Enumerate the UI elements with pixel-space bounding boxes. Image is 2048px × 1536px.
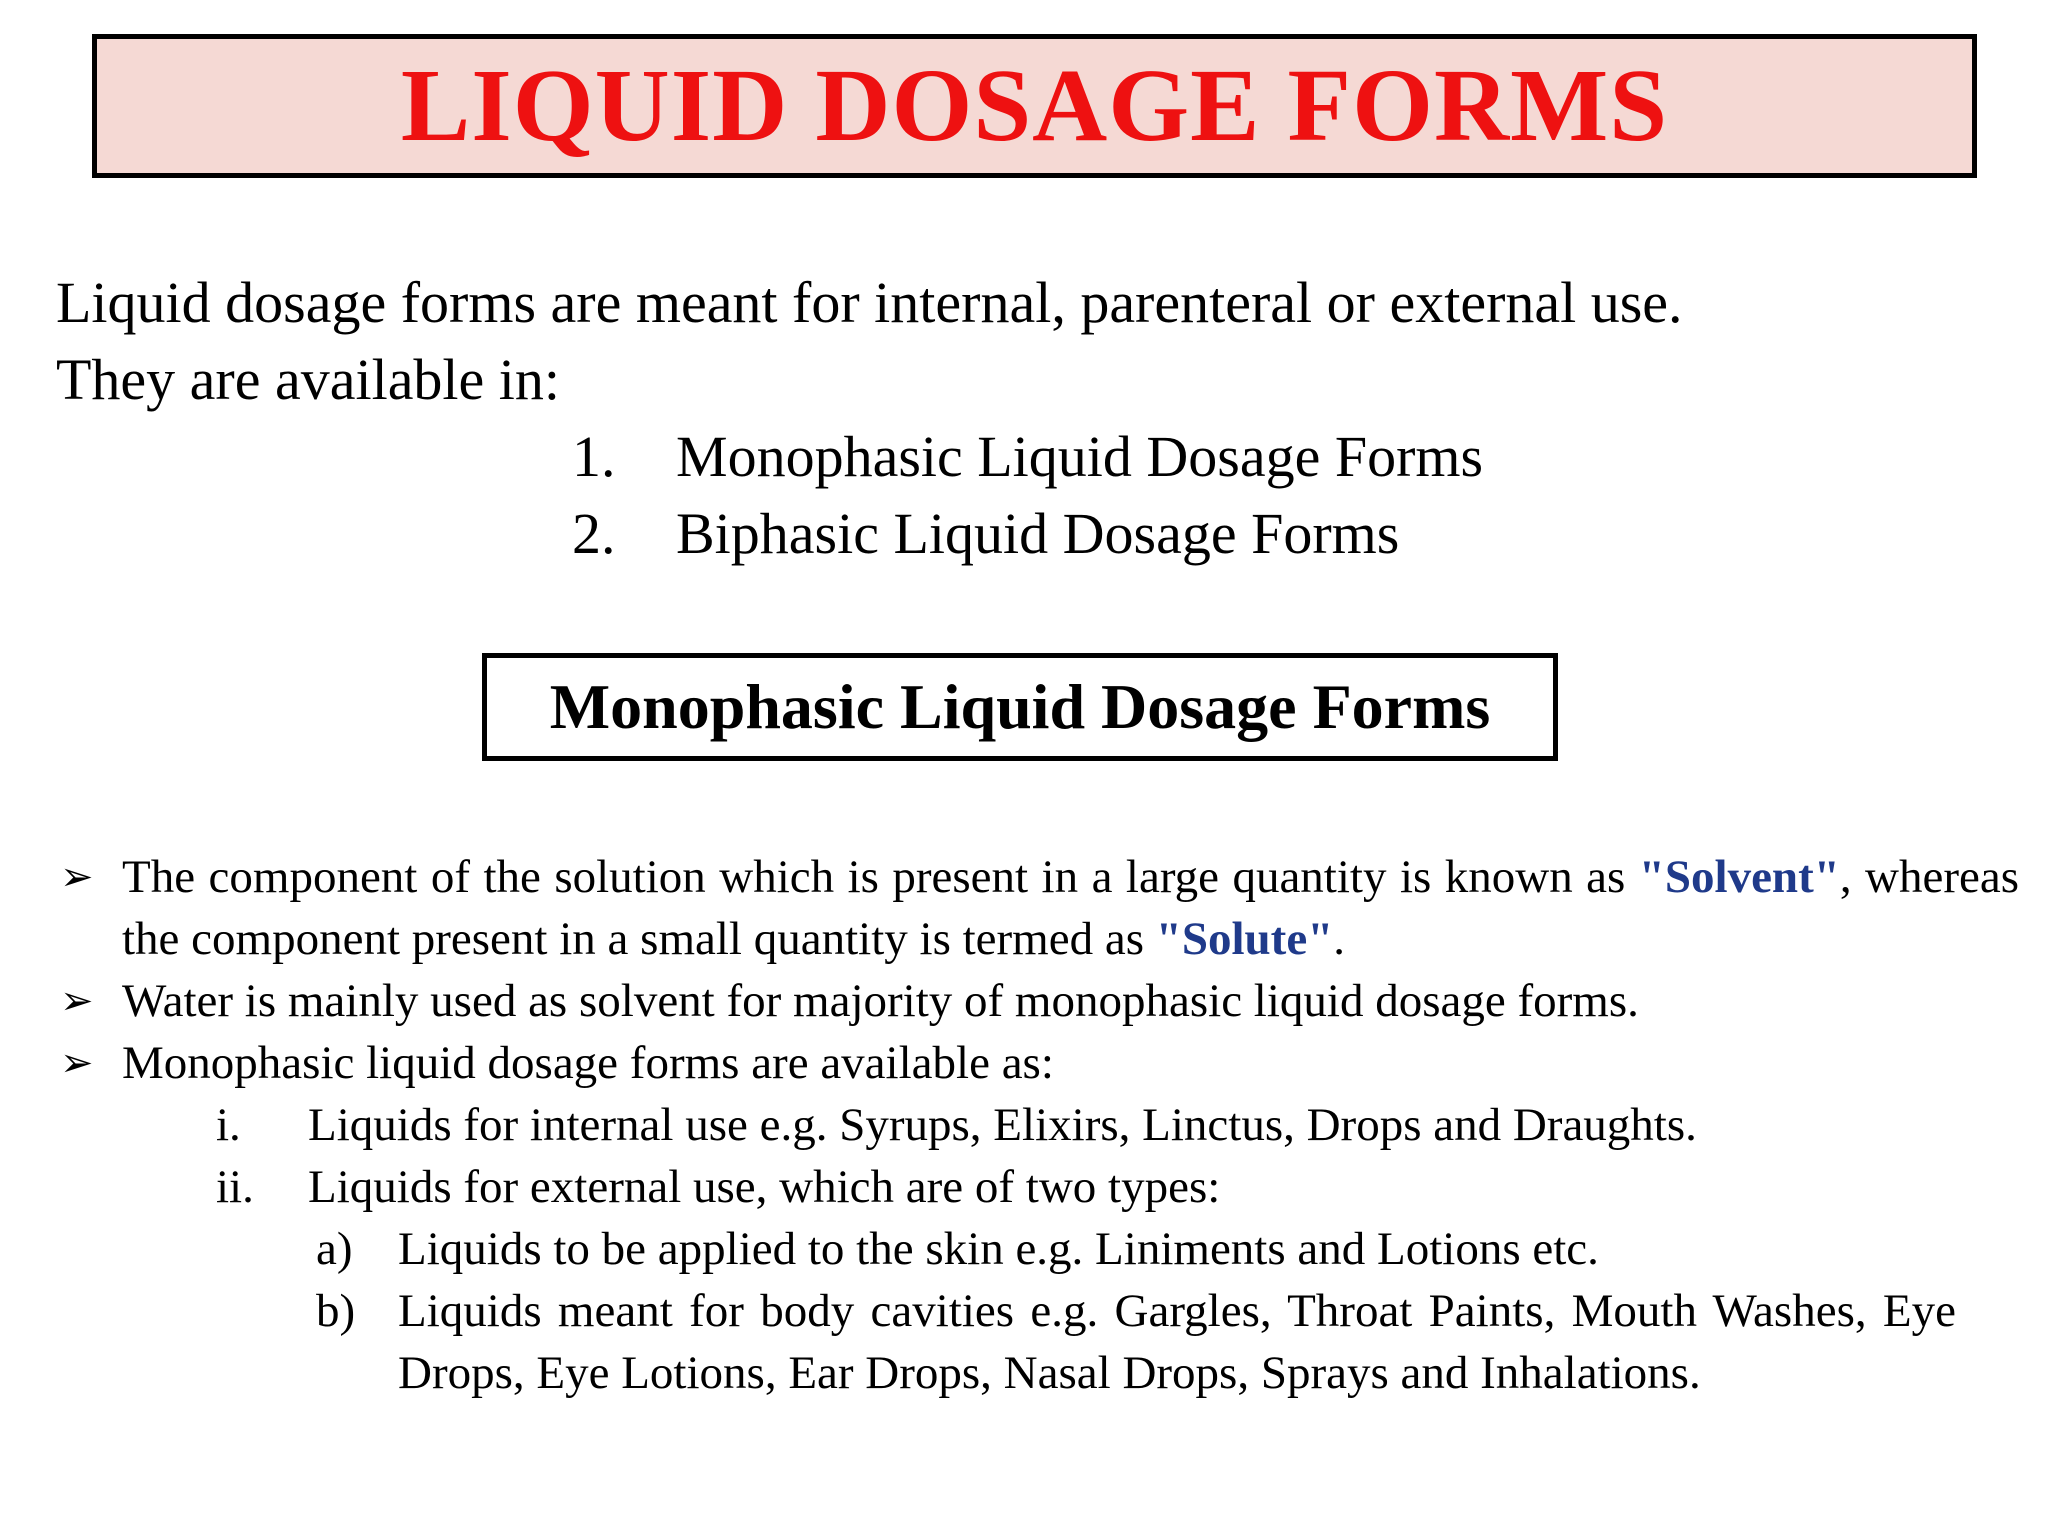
solvent-term: "Solvent"	[1638, 851, 1840, 903]
solute-term: "Solute"	[1155, 913, 1334, 965]
list-number: 1.	[572, 424, 616, 489]
page-title: LIQUID DOSAGE FORMS	[400, 48, 1669, 163]
bullet-item	[56, 846, 2020, 970]
bullet-item	[56, 970, 1956, 1032]
sub-list-text: Liquids for external use, which are of two types:	[308, 1161, 1221, 1213]
bullet-text	[122, 846, 2019, 970]
list-item	[572, 495, 1483, 572]
sub-sub-list-text: Liquids meant for body cavities e.g. Gargles, Throat Paints, Mouth Washes, Eye Drops, Eye Lotions, Ear Drops, Nasal Drops, Sprays and Inhalations.	[398, 1285, 1956, 1399]
title-banner	[92, 34, 1977, 178]
roman-numeral: i.	[216, 1099, 241, 1151]
section-heading-box	[482, 653, 1558, 761]
list-item-label: Biphasic Liquid Dosage Forms	[676, 501, 1400, 566]
dosage-forms-list	[572, 418, 1483, 572]
bullet-list	[56, 846, 2020, 1404]
intro-line-1: Liquid dosage forms are meant for internal, parenteral or external use.	[56, 270, 1683, 335]
sub-list-item	[56, 1156, 1956, 1218]
sub-list-text: Liquids for internal use e.g. Syrups, Elixirs, Linctus, Drops and Draughts.	[308, 1099, 1697, 1151]
alpha-marker: a)	[316, 1223, 353, 1275]
section-heading: Monophasic Liquid Dosage Forms	[549, 671, 1491, 742]
bullet-item	[56, 1032, 1956, 1094]
list-item	[572, 418, 1483, 495]
sub-sub-list-text: Liquids to be applied to the skin e.g. Liniments and Lotions etc.	[398, 1223, 1599, 1275]
alpha-marker: b)	[316, 1285, 356, 1337]
bullet-text-part: The component of the solution which is present in a large quantity is known as	[122, 851, 1639, 903]
bullet-text-part: .	[1333, 913, 1346, 965]
sub-list-item	[56, 1094, 1956, 1156]
intro-line-2: They are available in:	[56, 347, 561, 412]
sub-sub-list-item	[56, 1218, 1956, 1280]
intro-paragraph	[56, 264, 1956, 418]
arrowhead-bullet-icon: ➢	[60, 854, 94, 900]
arrowhead-bullet-icon: ➢	[60, 978, 94, 1024]
list-number: 2.	[572, 501, 616, 566]
bullet-text-part: , whereas the component present in a small quantity is termed as	[122, 851, 2020, 965]
roman-numeral: ii.	[216, 1161, 254, 1213]
bullet-text: Monophasic liquid dosage forms are available as:	[122, 1037, 1054, 1089]
list-item-label: Monophasic Liquid Dosage Forms	[676, 424, 1484, 489]
bullet-text: Water is mainly used as solvent for majority of monophasic liquid dosage forms.	[122, 975, 1639, 1027]
sub-sub-list-item	[56, 1280, 1956, 1404]
arrowhead-bullet-icon: ➢	[60, 1040, 94, 1086]
